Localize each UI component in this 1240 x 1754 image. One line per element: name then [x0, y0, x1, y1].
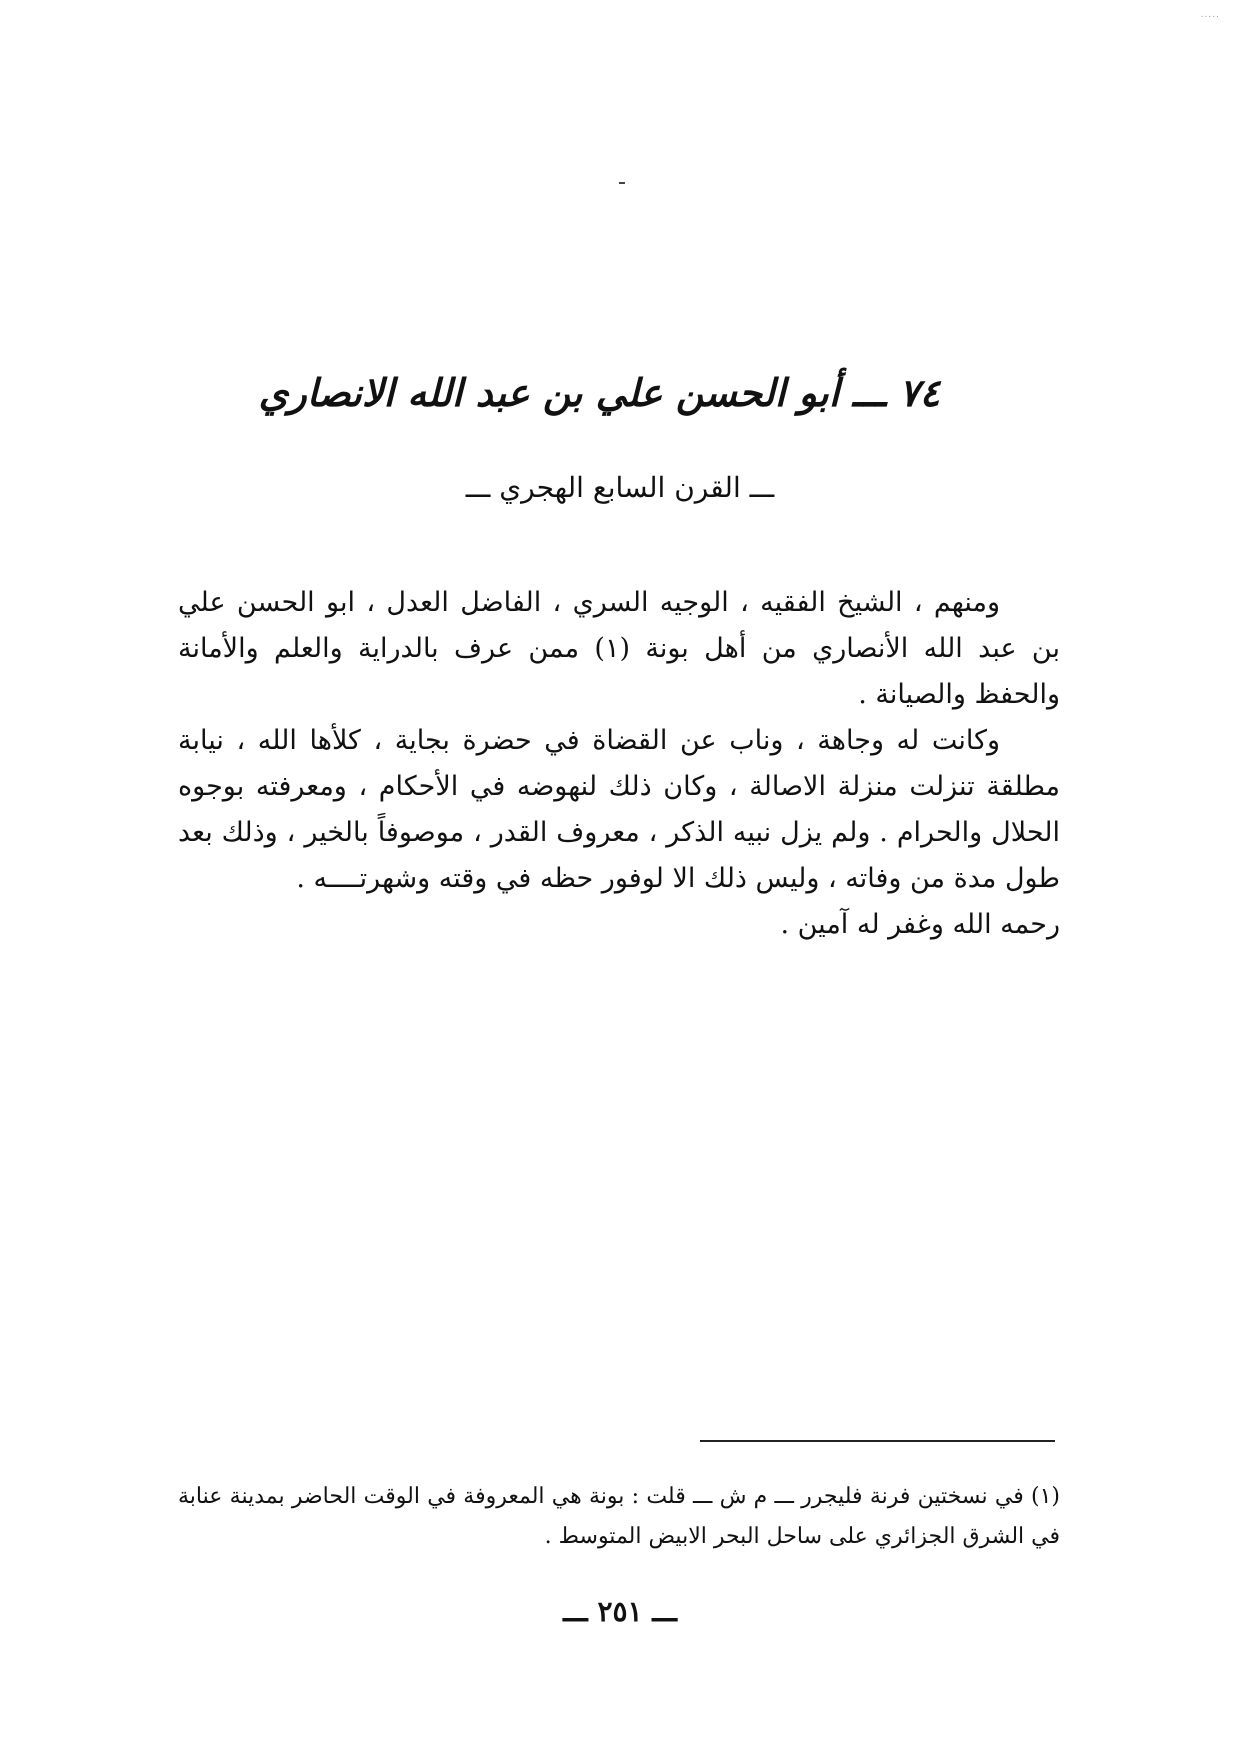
corner-mark: ..... [1200, 10, 1220, 20]
body-paragraph: وكانت له وجاهة ، وناب عن القضاة في حضرة بجاية ، كلأها الله ، نيابة مطلقة تنزلت منزلة الاصالة ، وكان ذلك لنهوضه في الأحكام ، ومعرفته بوجوه الحلال والحرام . ولم يزل نبيه الذكر ، معروف القدر ، موصوفاً بالخير ، وذلك بعد طول مدة من وفاته ، وليس ذلك الا لوفور حظه في وقته وشهرتــــه . [178, 725, 1060, 894]
top-dash-mark [619, 182, 625, 184]
body-paragraph: رحمه الله وغفر له آمين . [780, 909, 1060, 940]
entry-title: ٧٤ ـــ أبو الحسن علي بن عبد الله الانصاري [258, 370, 940, 415]
entry-subtitle: ـــ القرن السابع الهجري ـــ [465, 471, 775, 504]
footnote-text: (١) في نسختين فرنة فليجرر ـــ م ش ـــ قلت : بونة هي المعروفة في الوقت الحاضر بمدينة عنابة في الشرق الجزائري على ساحل البحر الابيض المتوسط . [178, 1484, 1060, 1549]
footnote-divider [700, 1440, 1055, 1442]
body-text [178, 580, 1060, 948]
footnote [178, 1477, 1060, 1557]
body-paragraph: ومنهم ، الشيخ الفقيه ، الوجيه السري ، الفاضل العدل ، ابو الحسن علي بن عبد الله الأنصاري من أهل بونة (١) ممن عرف بالدراية والعلم والأمانة والحفظ والصيانة . [178, 587, 1061, 710]
page-number: ـــ ٢٥١ ـــ [563, 1595, 677, 1628]
